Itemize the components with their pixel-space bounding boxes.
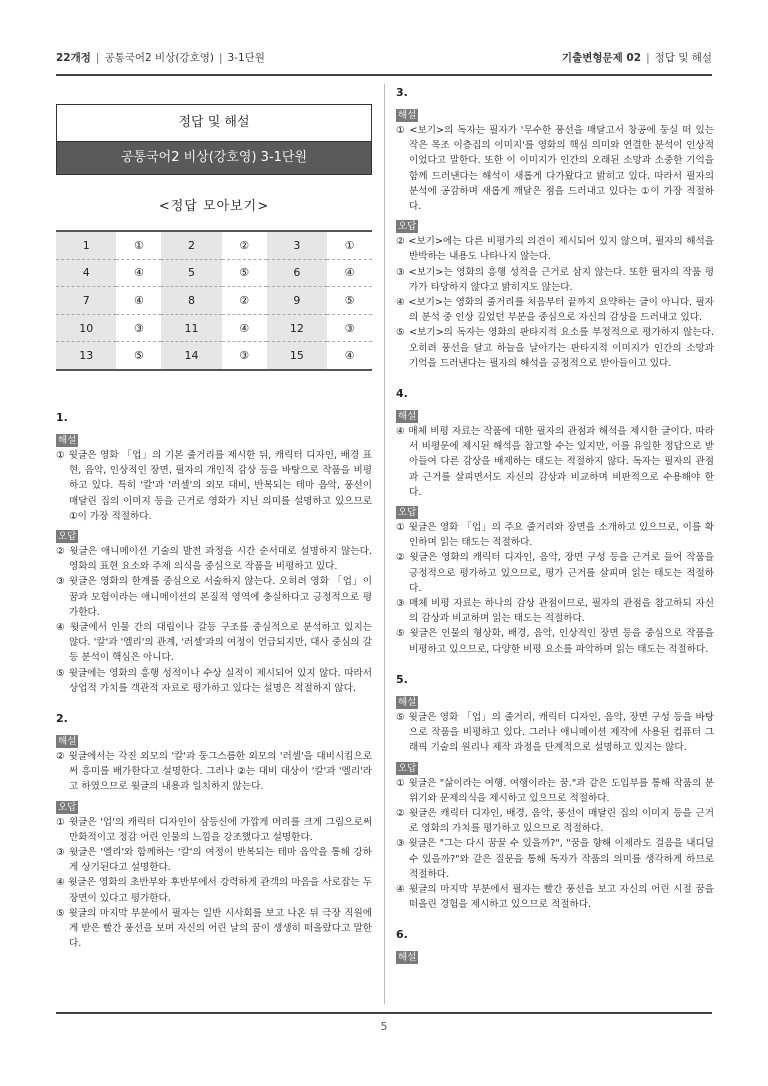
wrong-answer-tag: 오답 — [58, 801, 77, 813]
explanation-item: ① 윗글은 '업'의 캐릭터 디자인이 삼등신에 가깝게 머리를 크게 그림으로써 만화적이고 정감 어린 인물의 느낌을 강조했다고 설명한다. — [56, 816, 372, 843]
question-number-cell: 6 — [267, 259, 327, 287]
question-number-cell: 4 — [56, 259, 116, 287]
header-separator: | — [646, 52, 650, 64]
question-number-cell: 12 — [267, 314, 327, 342]
question-explanation — [56, 712, 372, 951]
answer-row — [56, 287, 372, 315]
header-unit: 3-1단원 — [227, 52, 265, 64]
answer-choice-cell: ⑤ — [222, 259, 267, 287]
explanation-item: ④ 매체 비평 자료는 작품에 대한 필자의 관점과 해석을 제시한 글이다. 따라서 비평문에 제시된 해석을 참고할 수는 있지만, 이를 유일한 정답으로 받아들여 다른 감상을 배제하는 태도는 적절하지 않다. 독자는 필자의 관점과 근거를 살피면서도 자신의 감상과 비교하며 비판적으로 수용해야 한다. — [396, 426, 714, 498]
page-header — [56, 44, 712, 68]
explanation-item: ⑤ 윗글은 영화 「업」의 줄거리, 캐릭터 디자인, 음악, 장면 구성 등을 바탕으로 작품을 비평하고 있다. 그러나 애니메이션 제작에 사용된 컴퓨터 그래픽 기술의 원리나 제작 과정을 단계적으로 설명하고 있지는 않다. — [396, 711, 714, 754]
question-number: 5. — [396, 672, 408, 686]
answer-choice-cell: ⑤ — [116, 342, 161, 370]
explanation-item: ② 윗글은 캐릭터 디자인, 배경, 음악, 풍선이 매달린 집의 이미지 등을 근거로 영화의 가치를 평가하고 있으므로 적절하다. — [396, 807, 714, 835]
header-section: 정답 및 해설 — [654, 52, 712, 64]
question-number-cell: 15 — [267, 342, 327, 370]
title-subtitle: 공통국어2 비상(강호영) 3-1단원 — [57, 142, 371, 174]
wrong-answer-tag: 오답 — [58, 530, 77, 542]
explanation-item: ② <보기>에는 다른 비평가의 의견이 제시되어 있지 않으며, 필자의 해석을 반박하는 내용도 나타나지 않는다. — [396, 236, 714, 263]
explanation-tag: 해설 — [58, 736, 77, 748]
explanation-item: ① 윗글은 영화 「업」의 기본 줄거리를 제시한 뒤, 캐릭터 디자인, 배경 표현, 음악, 인상적인 장면, 필자의 개인적 감상 등을 바탕으로 작품을 비평하고 있다. 특히 '칼'과 '러셀'의 외모 대비, 반복되는 테마 음악, 풍선이 매달린 집의 이미지 등을 근거로 영화가 지닌 의미를 설명하고 있으므로 ①이 가장 적절하다. — [56, 449, 372, 522]
explanation-tag: 해설 — [58, 434, 77, 446]
explanation-item: ④ 윗글에서 인물 간의 대립이나 갈등 구조를 중심적으로 분석하고 있지는 않다. '칼'과 '엘리'의 관계, '러셀'과의 여정이 언급되지만, 대사 중심의 갈등 분석이 핵심은 아니다. — [56, 622, 372, 664]
explanation-item: ① 윗글은 "삶이라는 여행. 여행이라는 꿈."과 같은 도입부를 통해 작품의 분위기와 문제의식을 제시하고 있으므로 적절하다. — [396, 777, 714, 804]
question-number-cell: 7 — [56, 287, 116, 315]
explanation-item: ⑤ 윗글의 마지막 부분에서 필자는 일반 시사회를 보고 나온 뒤 극장 직원에게 받은 빨간 풍선을 보며 자신의 어린 날의 꿈이 생생히 떠올랐다고 말한다. — [56, 907, 372, 950]
header-curriculum: 22개정 — [56, 52, 91, 64]
left-column — [56, 104, 372, 967]
answer-choice-cell: ④ — [222, 314, 267, 342]
answer-table — [56, 230, 372, 371]
answer-choice-cell: ④ — [327, 342, 372, 370]
question-number: 4. — [396, 387, 408, 401]
title-main: 정답 및 해설 — [57, 105, 371, 142]
explanation-tag: 해설 — [398, 411, 417, 423]
wrong-answer-tag: 오답 — [398, 221, 417, 233]
explanation-item: ② 윗글은 영화의 캐릭터 디자인, 음악, 장면 구성 등을 근거로 들어 작품을 긍정적으로 평가하고 있으므로, 평가 근거를 살피며 읽는 태도는 적절하다. — [396, 552, 714, 594]
header-separator: | — [218, 52, 223, 64]
question-number-cell: 1 — [56, 231, 116, 259]
question-number-cell: 2 — [161, 231, 221, 259]
column-divider — [384, 84, 385, 1004]
question-explanation — [56, 411, 372, 696]
question-number-cell: 5 — [161, 259, 221, 287]
question-explanation — [396, 673, 714, 912]
question-number: 3. — [396, 86, 408, 99]
answer-row — [56, 342, 372, 370]
header-separator: | — [95, 52, 100, 64]
wrong-answer-tag: 오답 — [398, 762, 417, 774]
explanation-item: ③ 윗글은 '엘리'와 함께하는 '칼'의 여정이 반복되는 테마 음악을 통해 강하게 상기된다고 설명한다. — [56, 847, 372, 874]
explanation-item: ③ <보기>는 영화의 흥행 성적을 근거로 삼지 않는다. 또한 필자의 작품 평가가 타당하지 않다고 밝히지도 않는다. — [396, 266, 714, 293]
explanation-tag: 해설 — [398, 696, 417, 708]
question-number: 2. — [56, 712, 68, 726]
header-rule — [56, 74, 712, 76]
question-number-cell: 13 — [56, 342, 116, 370]
explanation-item: ② 윗글은 애니메이션 기술의 발전 과정을 시간 순서대로 설명하지 않는다. 영화의 표현 요소와 주제 의식을 중심으로 작품을 비평하고 있다. — [56, 545, 372, 573]
answer-row — [56, 259, 372, 287]
explanation-item: ② 윗글에서는 각진 외모의 '칼'과 둥그스름한 외모의 '러셀'을 대비시킴으로써 흥미를 배가한다고 설명한다. 그러나 ②는 대비 대상이 '칼'과 '엘리'라고 하였으므로 윗글의 내용과 일치하지 않는다. — [56, 751, 372, 793]
explanation-item: ① <보기>의 독자는 필자가 '무수한 풍선을 매달고서 창공에 둥실 떠 있는 작은 목조 이층집의 이미지'를 영화의 핵심 의미와 연결한 분석이 인상적이었다고 말한다. 또한 이 이미지가 인간의 오래된 소망과 소중한 기억을 함께 드러낸다는 해석이 새롭게 다가왔다고 밝히고 있다. 따라서 필자의 분석에 공감하며 새롭게 깨달은 점을 드러내고 있다는 ①이 가장 적절하다. — [396, 125, 714, 213]
explanation-item: ④ <보기>는 영화의 줄거리를 처음부터 끝까지 요약하는 글이 아니다. 필자의 분석 중 인상 깊었던 부분을 중심으로 자신의 감상을 드러내고 있다. — [396, 297, 714, 324]
explanation-item: ⑤ <보기>의 독자는 영화의 판타지적 요소를 부정적으로 평가하지 않는다. 오히려 풍선을 달고 하늘을 날아가는 판타지적 이미지가 인간의 소망과 기억을 드러낸다는 필자의 해석을 긍정적으로 받아들이고 있다. — [396, 327, 714, 369]
answer-choice-cell: ④ — [116, 259, 161, 287]
answer-choice-cell: ② — [222, 287, 267, 315]
title-box — [56, 104, 372, 175]
answer-row — [56, 231, 372, 259]
question-number-cell: 14 — [161, 342, 221, 370]
answer-choice-cell: ⑤ — [327, 287, 372, 315]
answer-choice-cell: ③ — [327, 314, 372, 342]
question-explanation — [396, 86, 714, 371]
explanation-item: ⑤ 윗글은 인물의 형상화, 배경, 음악, 인상적인 장면 등을 중심으로 작품을 비평하고 있으므로, 다양한 비평 요소를 파악하며 읽는 태도는 적절하다. — [396, 628, 714, 655]
answer-choice-cell: ④ — [327, 259, 372, 287]
header-left — [56, 50, 265, 65]
explanation-item: ③ 매체 비평 자료는 하나의 감상 관점이므로, 필자의 관점을 참고하되 자신의 감상과 비교하며 읽는 태도는 적절하다. — [396, 598, 714, 625]
header-right — [562, 50, 712, 65]
question-number: 1. — [56, 410, 68, 424]
answer-choice-cell: ④ — [116, 287, 161, 315]
answer-row — [56, 314, 372, 342]
page-number: 5 — [380, 1020, 388, 1033]
explanation-item: ③ 윗글은 영화의 한계를 중심으로 서술하지 않는다. 오히려 영화 「업」이 꿈과 모험이라는 애니메이션의 본질적 영역에 충실하다고 긍정적으로 평가한다. — [56, 576, 372, 618]
answer-choice-cell: ② — [222, 231, 267, 259]
answer-choice-cell: ③ — [116, 314, 161, 342]
question-explanation — [396, 387, 714, 657]
question-number-cell: 11 — [161, 314, 221, 342]
explanation-tag: 해설 — [398, 110, 417, 121]
question-number-cell: 10 — [56, 314, 116, 342]
explanation-tag: 해설 — [398, 952, 417, 964]
explanation-item: ④ 윗글의 마지막 부분에서 필자는 빨간 풍선을 보고 자신의 어린 시절 꿈을 떠올린 경험을 제시하고 있으므로 적절하다. — [396, 883, 714, 911]
explanation-item: ④ 윗글은 영화의 초반부와 후반부에서 강력하게 관객의 마음을 사로잡는 두 장면이 있다고 평가한다. — [56, 877, 372, 904]
question-number-cell: 8 — [161, 287, 221, 315]
question-explanation — [396, 928, 714, 965]
question-number-cell: 3 — [267, 231, 327, 259]
question-number: 6. — [396, 928, 408, 942]
answer-choice-cell: ③ — [222, 342, 267, 370]
header-series: 기출변형문제 02 — [561, 52, 642, 64]
right-column — [396, 86, 714, 981]
footer-rule — [56, 1012, 712, 1014]
explanation-item: ⑤ 윗글에는 영화의 흥행 성적이나 수상 실적이 제시되어 있지 않다. 따라서 상업적 가치를 객관적 자료로 평가하고 있다는 설명은 적절하지 않다. — [56, 667, 372, 694]
wrong-answer-tag: 오답 — [398, 507, 417, 519]
explanation-item: ③ 윗글은 "그는 다시 꿈꿀 수 있을까?", "꿈을 향해 이제라도 걸음을 내디딜 수 있을까?"와 같은 질문을 통해 독자가 작품의 의미를 생각하게 하므로 적절하다. — [396, 838, 714, 880]
question-number-cell: 9 — [267, 287, 327, 315]
answer-choice-cell: ① — [327, 231, 372, 259]
explanation-item: ① 윗글은 영화 「업」의 주요 줄거리와 장면을 소개하고 있으므로, 이를 확인하며 읽는 태도는 적절하다. — [396, 522, 714, 549]
header-textbook: 공통국어2 비상(강호영) — [104, 52, 214, 64]
left-explanations — [56, 411, 372, 951]
answer-choice-cell: ① — [116, 231, 161, 259]
answer-summary-heading: <정답 모아보기> — [158, 199, 270, 214]
